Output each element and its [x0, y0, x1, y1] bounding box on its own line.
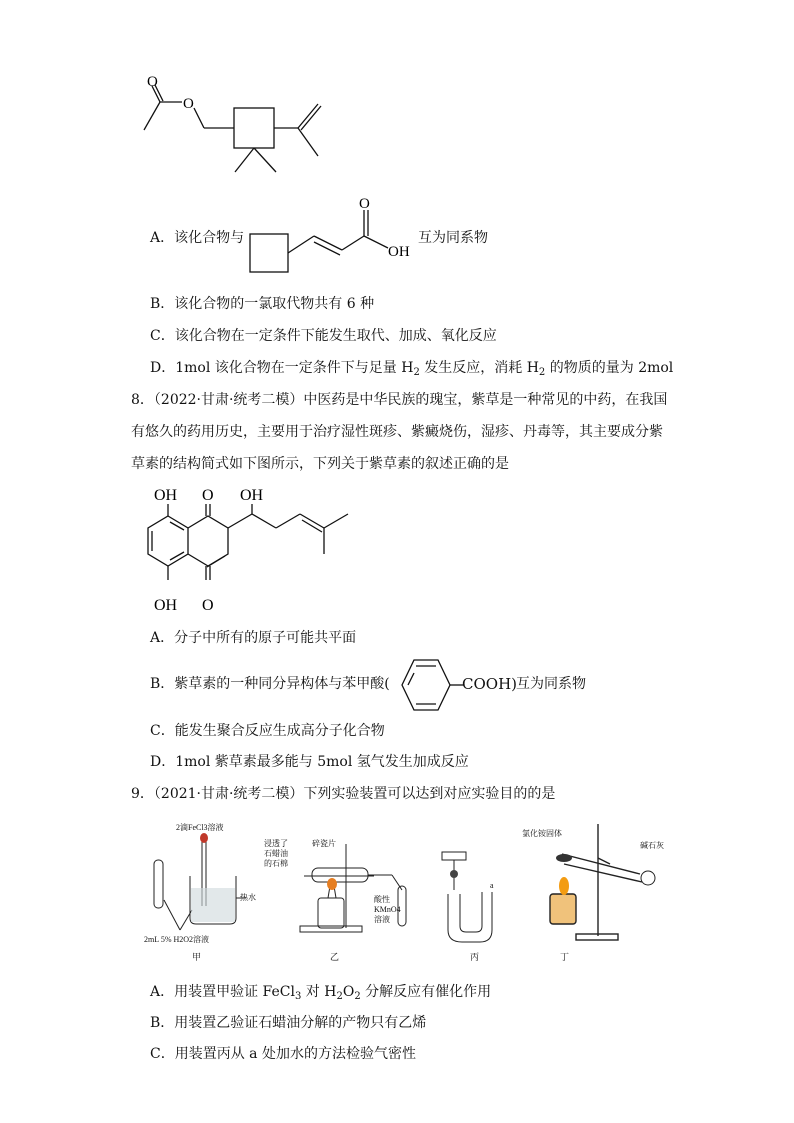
- q9-option-a: [150, 982, 491, 1007]
- q9-ding-label-soda: 碱石灰: [640, 841, 664, 850]
- q7-option-b: B．该化合物的一氯取代物共有 6 种: [150, 296, 375, 312]
- q9-yi-label-2: 石蜡油: [264, 849, 288, 858]
- q9-option-a-part3: O: [342, 984, 355, 1000]
- q9-yi-label-kmno4-1: 酸性: [374, 895, 390, 904]
- q9-stem-line1: 9．（2021·甘肃·统考二模）下列实验装置可以达到对应实验目的的是: [131, 786, 556, 802]
- q8-option-c: C．能发生聚合反应生成高分子化合物: [150, 723, 385, 739]
- q7-option-a-label-oh: OH: [388, 244, 410, 260]
- q9-bing-label-a: a: [490, 881, 494, 890]
- q9-option-a-part1: A．用装置甲验证 FeCl: [150, 984, 295, 1000]
- q9-option-a-sub3: 2: [354, 991, 361, 1002]
- q7-option-d-part2: 发生反应，消耗 H: [419, 360, 539, 376]
- q7-option-d-part1: D．1mol 该化合物在一定条件下与足量 H: [150, 360, 414, 376]
- q7-option-c: C．该化合物在一定条件下能发生取代、加成、氧化反应: [150, 328, 497, 344]
- q7-option-a-structure: [244, 192, 420, 282]
- q8-label-oh-top-left: OH: [154, 487, 178, 504]
- q8-shikonin-structure: [130, 484, 380, 616]
- q9-option-a-sub2: 2: [336, 991, 343, 1002]
- q8-label-oh-bottom: OH: [154, 597, 178, 614]
- q8-label-oh-side: OH: [240, 487, 264, 504]
- q8-stem-line2: 有悠久的药用历史，主要用于治疗湿性斑疹、紫癜烧伤，湿疹、丹毒等，其主要成分紫: [131, 424, 663, 440]
- q7-option-a-label-o: O: [359, 196, 370, 212]
- q9-ding-label-nh4cl: 氯化铵固体: [522, 829, 562, 838]
- q8-stem-line3: 草素的结构简式如下图所示，下列关于紫草素的叙述正确的是: [131, 456, 509, 472]
- q9-yi-caption: 乙: [330, 952, 340, 962]
- q9-option-a-part4: 分解反应有催化作用: [360, 984, 492, 1000]
- q8-label-o-bottom: O: [202, 597, 214, 614]
- q9-jia-label-water: 热水: [240, 893, 256, 902]
- q9-jia-label-bottom: 2mL 5% H2O2溶液: [144, 935, 210, 944]
- q9-yi-label-kmno4-3: 溶液: [374, 915, 390, 924]
- q9-option-c: C．用装置丙从 a 处加水的方法检验气密性: [150, 1046, 416, 1062]
- q9-option-a-part2: 对 H: [301, 984, 337, 1000]
- q8-option-d: D．1mol 紫草素最多能与 5mol 氢气发生加成反应: [150, 754, 469, 770]
- q8-option-b-prefix: B．紫草素的一种同分异构体与苯甲酸(: [150, 676, 390, 692]
- q9-yi-label-3: 的石棉: [264, 859, 288, 868]
- q9-yi-label-kmno4-2: KMnO4: [374, 905, 401, 914]
- q8-option-b-benzene: [386, 656, 466, 714]
- q9-yi-label-chip: 碎瓷片: [312, 839, 336, 848]
- q7-option-d: [150, 358, 673, 383]
- q9-apparatus-figure: [140, 818, 680, 964]
- q7-option-d-part3: 的物质的量为 2mol: [545, 360, 674, 376]
- q8-option-a: A．分子中所有的原子可能共平面: [150, 630, 357, 646]
- q8-option-b-cooh: COOH): [462, 675, 518, 693]
- q8-option-b-suffix: 互为同系物: [516, 676, 586, 692]
- q9-option-a-sub1: 3: [294, 991, 302, 1002]
- q9-jia-caption: 甲: [192, 952, 202, 962]
- q9-option-b: B．用装置乙验证石蜡油分解的产物只有乙烯: [150, 1015, 427, 1031]
- q7-label-o-carbonyl: O: [147, 74, 158, 90]
- q9-bing-caption: 丙: [470, 952, 480, 962]
- q7-option-d-sub2: 2: [538, 367, 546, 378]
- q8-stem-line1: 8．（2022·甘肃·统考二模）中医药是中华民族的瑰宝，紫草是一种常见的中药，在我国: [131, 392, 668, 408]
- q9-ding-caption: 丁: [560, 952, 570, 962]
- q7-molecule-structure: [130, 68, 340, 178]
- q7-label-o-ester: O: [183, 96, 194, 112]
- q7-option-a-prefix: A．该化合物与: [150, 230, 245, 246]
- q7-option-a-suffix: 互为同系物: [418, 230, 488, 246]
- q8-label-o-top: O: [202, 487, 214, 504]
- q9-jia-label-top: 2滴FeCl3溶液: [176, 823, 224, 832]
- q9-yi-label-1: 浸透了: [264, 839, 288, 848]
- q7-option-d-sub1: 2: [413, 367, 420, 378]
